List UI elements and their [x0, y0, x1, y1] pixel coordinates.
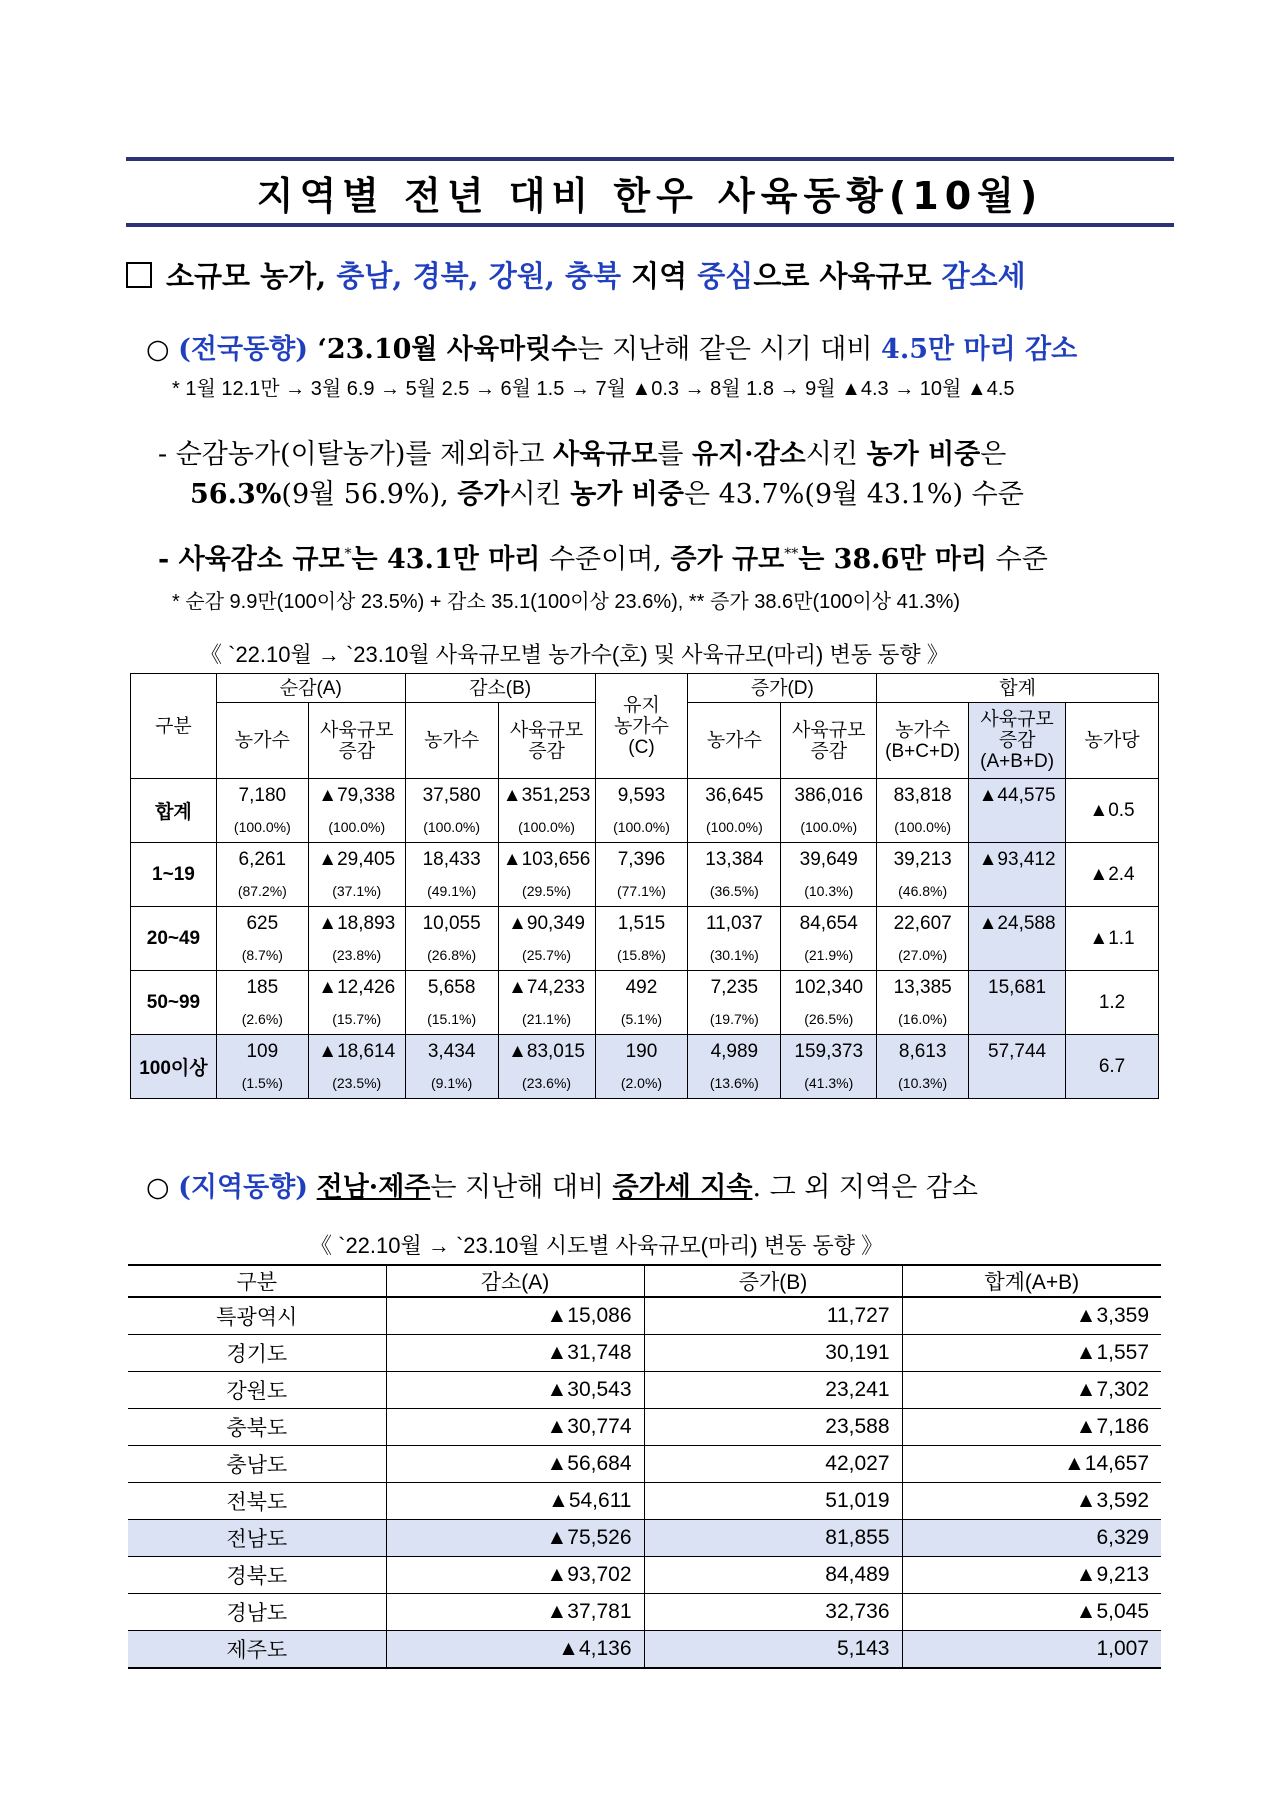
- cell-pct: (26.8%): [405, 940, 498, 971]
- cell-pct: (100.0%): [595, 812, 688, 843]
- cell-sum-scale: 15,681: [969, 971, 1066, 1035]
- cell-value: 10,055: [405, 907, 498, 941]
- cell-value: ▲29,405: [308, 843, 405, 877]
- b1-2a: 56.3%: [190, 479, 282, 510]
- cell-value: ▲103,656: [498, 843, 595, 877]
- cell-pct: (100.0%): [405, 812, 498, 843]
- cell-value: 13,385: [877, 971, 969, 1005]
- headline-e: 감소세: [941, 259, 1026, 293]
- region-value: 23,588: [644, 1409, 902, 1446]
- cell-per-farm: 6.7: [1066, 1035, 1159, 1099]
- checkbox-icon: [126, 262, 152, 288]
- row-label: 20~49: [131, 907, 217, 971]
- table-row: [128, 1409, 1161, 1446]
- regional-c: 증가세 지속: [612, 1172, 753, 1203]
- th-a: 순감(A): [216, 674, 405, 703]
- th-sf2: (B+C+D): [885, 740, 961, 762]
- cell-value: 7,396: [595, 843, 688, 877]
- region-value: ▲30,774: [386, 1409, 644, 1446]
- headline-regions: 충남, 경북, 강원, 충북: [336, 259, 622, 293]
- table-row: [131, 971, 1159, 1005]
- header-cell: 구분: [128, 1265, 386, 1297]
- region-value: 6,329: [902, 1520, 1161, 1557]
- national-label: (전국동향): [178, 334, 309, 365]
- table-row: [128, 1335, 1161, 1372]
- regional-a: 전남·제주: [316, 1172, 431, 1203]
- cell-pct: (2.0%): [595, 1068, 688, 1099]
- th-c3: (C): [628, 736, 655, 758]
- region-value: 1,007: [902, 1631, 1161, 1669]
- cell-value: 3,434: [405, 1035, 498, 1069]
- cell-value: 159,373: [781, 1035, 877, 1069]
- cell-value: 36,645: [688, 779, 781, 813]
- b2-sup1: *: [344, 546, 352, 562]
- th-b-scale2: 증감: [528, 740, 565, 762]
- b1-2d: 시킨: [509, 479, 571, 510]
- cell-value: ▲79,338: [308, 779, 405, 813]
- b2-e: 는 38.6만 마리: [798, 544, 988, 575]
- region-value: ▲7,186: [902, 1409, 1161, 1446]
- cell-pct: (46.8%): [877, 876, 969, 907]
- cell-pct: (25.7%): [498, 940, 595, 971]
- region-value: 51,019: [644, 1483, 902, 1520]
- cell-pct: (19.7%): [688, 1004, 781, 1035]
- region-name: 전북도: [128, 1483, 386, 1520]
- th-b-scale: [498, 703, 595, 779]
- cell-value: 6,261: [216, 843, 308, 877]
- cell-pct: (1.5%): [216, 1068, 308, 1099]
- region-value: ▲9,213: [902, 1557, 1161, 1594]
- national-c: 4.5만 마리 감소: [881, 334, 1078, 365]
- cell-value: 102,340: [781, 971, 877, 1005]
- region-value: ▲75,526: [386, 1520, 644, 1557]
- region-value: ▲4,136: [386, 1631, 644, 1669]
- cell-pct: (100.0%): [877, 812, 969, 843]
- cell-value: 84,654: [781, 907, 877, 941]
- b1-d: 유지·감소: [692, 439, 806, 470]
- cell-value: ▲74,233: [498, 971, 595, 1005]
- cell-sum-scale: ▲93,412: [969, 843, 1066, 907]
- region-value: ▲93,702: [386, 1557, 644, 1594]
- region-change-table: [128, 1264, 1161, 1669]
- cell-per-farm: ▲0.5: [1066, 779, 1159, 843]
- b2-c: 수준이며,: [540, 544, 671, 575]
- cell-pct: (36.5%): [688, 876, 781, 907]
- region-value: 23,241: [644, 1372, 902, 1409]
- region-name: 전남도: [128, 1520, 386, 1557]
- b2-sup2: **: [784, 546, 799, 562]
- b1-g: 은: [980, 439, 1007, 470]
- region-name: 충북도: [128, 1409, 386, 1446]
- th-a-scale2: 증감: [338, 740, 376, 762]
- page-title: [126, 157, 1174, 227]
- table1-caption: 《 `22.10월 → `23.10월 사육규모별 농가수(호) 및 사육규모(마리) 변동 동향 》: [200, 642, 949, 667]
- scale-change-table: [130, 673, 1159, 1099]
- cell-pct: (15.7%): [308, 1004, 405, 1035]
- region-name: 강원도: [128, 1372, 386, 1409]
- cell-pct: (13.6%): [688, 1068, 781, 1099]
- b1-2e: 농가 비중: [570, 479, 684, 510]
- table-row: [128, 1594, 1161, 1631]
- region-value: 11,727: [644, 1297, 902, 1335]
- cell-pct: (100.0%): [308, 812, 405, 843]
- th-a-farms: 농가수: [216, 703, 308, 779]
- th-group: 구분: [131, 674, 217, 779]
- th-sum: 합계: [877, 674, 1159, 703]
- bullet1-line1: [158, 432, 1006, 471]
- headline-d: 으로 사육규모: [753, 259, 942, 293]
- table-row: [131, 779, 1159, 813]
- b2-d: 증가 규모: [670, 544, 785, 575]
- table-row: [131, 1035, 1159, 1069]
- national-trend: [146, 327, 1077, 366]
- cell-pct: (41.3%): [781, 1068, 877, 1099]
- b1-2c: 증가: [457, 479, 510, 510]
- cell-value: 11,037: [688, 907, 781, 941]
- th-c: [595, 674, 688, 779]
- cell-per-farm: 1.2: [1066, 971, 1159, 1035]
- b1-b: 사육규모: [553, 439, 658, 470]
- cell-value: 492: [595, 971, 688, 1005]
- cell-value: 7,180: [216, 779, 308, 813]
- cell-pct: (16.0%): [877, 1004, 969, 1035]
- region-value: ▲15,086: [386, 1297, 644, 1335]
- bullet2: [158, 537, 1048, 576]
- b2-b: 는 43.1만 마리: [351, 544, 541, 575]
- b2-a: - 사육감소 규모: [158, 544, 345, 575]
- cell-value: 4,989: [688, 1035, 781, 1069]
- cell-value: 13,384: [688, 843, 781, 877]
- region-value: 30,191: [644, 1335, 902, 1372]
- region-value: ▲56,684: [386, 1446, 644, 1483]
- table-row: [128, 1631, 1161, 1669]
- cell-pct: (100.0%): [216, 812, 308, 843]
- th-b: 감소(B): [405, 674, 595, 703]
- cell-pct: (77.1%): [595, 876, 688, 907]
- national-a: ‘23.10월 사육마릿수: [308, 334, 578, 365]
- cell-value: 9,593: [595, 779, 688, 813]
- cell-value: 83,818: [877, 779, 969, 813]
- cell-value: ▲351,253: [498, 779, 595, 813]
- region-value: ▲1,557: [902, 1335, 1161, 1372]
- th-sf1: 농가수: [895, 719, 951, 741]
- cell-value: 39,213: [877, 843, 969, 877]
- cell-pct: (29.5%): [498, 876, 595, 907]
- cell-value: 185: [216, 971, 308, 1005]
- region-value: 81,855: [644, 1520, 902, 1557]
- th-d: 증가(D): [688, 674, 877, 703]
- b1-e: 시킨: [805, 439, 867, 470]
- b1-f: 농가 비중: [866, 439, 981, 470]
- cell-pct: (37.1%): [308, 876, 405, 907]
- cell-value: 5,658: [405, 971, 498, 1005]
- regional-trend: [146, 1165, 978, 1204]
- table-row: [128, 1372, 1161, 1409]
- cell-pct: (26.5%): [781, 1004, 877, 1035]
- cell-value: ▲83,015: [498, 1035, 595, 1069]
- table-row: [128, 1483, 1161, 1520]
- cell-value: 1,515: [595, 907, 688, 941]
- cell-pct: (23.5%): [308, 1068, 405, 1099]
- region-value: ▲5,045: [902, 1594, 1161, 1631]
- th-ss3: (A+B+D): [980, 751, 1055, 772]
- row-label: 50~99: [131, 971, 217, 1035]
- row-label: 100이상: [131, 1035, 217, 1099]
- cell-per-farm: ▲1.1: [1066, 907, 1159, 971]
- region-name: 제주도: [128, 1631, 386, 1669]
- cell-pct: (8.7%): [216, 940, 308, 971]
- cell-pct: (2.6%): [216, 1004, 308, 1035]
- table-row: [128, 1520, 1161, 1557]
- th-b-scale1: 사육규모: [509, 719, 584, 741]
- th-ss1: 사육규모: [980, 709, 1054, 730]
- bullet2-note: * 순감 9.9만(100이상 23.5%) + 감소 35.1(100이상 23.6%), ** 증가 38.6만(100이상 41.3%): [172, 591, 961, 613]
- cell-pct: (100.0%): [498, 812, 595, 843]
- national-b: 는 지난해 같은 시기 대비: [577, 334, 882, 365]
- headline-a: 소규모 농가,: [166, 259, 337, 293]
- th-sum-scale: [969, 703, 1066, 779]
- bullet1-line2: [190, 472, 1024, 511]
- row-label: 1~19: [131, 843, 217, 907]
- table-row: [131, 907, 1159, 941]
- region-value: ▲37,781: [386, 1594, 644, 1631]
- cell-sum-scale: ▲24,588: [969, 907, 1066, 971]
- cell-pct: (27.0%): [877, 940, 969, 971]
- cell-value: 8,613: [877, 1035, 969, 1069]
- cell-value: ▲90,349: [498, 907, 595, 941]
- b1-2b: (9월 56.9%),: [281, 479, 458, 510]
- th-sum-farms: [877, 703, 969, 779]
- header-cell: 감소(A): [386, 1265, 644, 1297]
- cell-pct: (15.8%): [595, 940, 688, 971]
- cell-value: 18,433: [405, 843, 498, 877]
- region-value: ▲3,359: [902, 1297, 1161, 1335]
- b1-a: - 순감농가(이탈농가)를 제외하고: [158, 439, 554, 470]
- b1-2f: 은 43.7%(9월 43.1%) 수준: [683, 479, 1024, 510]
- region-value: 32,736: [644, 1594, 902, 1631]
- cell-value: 22,607: [877, 907, 969, 941]
- cell-value: 7,235: [688, 971, 781, 1005]
- th-per: 농가당: [1066, 703, 1159, 779]
- regional-d: . 그 외 지역은 감소: [752, 1172, 978, 1203]
- table-row: [128, 1557, 1161, 1594]
- regional-label: (지역동향): [178, 1172, 309, 1203]
- th-d-scale: [781, 703, 877, 779]
- headline-c: 중심: [697, 259, 754, 293]
- circle-bullet-icon: ○: [146, 334, 179, 365]
- cell-sum-scale: ▲44,575: [969, 779, 1066, 843]
- th-a-scale1: 사육규모: [320, 719, 394, 741]
- cell-value: 625: [216, 907, 308, 941]
- cell-pct: (100.0%): [688, 812, 781, 843]
- th-ss2: 증감: [998, 730, 1036, 751]
- region-value: ▲30,543: [386, 1372, 644, 1409]
- row-label: 합계: [131, 779, 217, 843]
- cell-per-farm: ▲2.4: [1066, 843, 1159, 907]
- header-cell: 합계(A+B): [902, 1265, 1161, 1297]
- region-name: 경남도: [128, 1594, 386, 1631]
- table-row: [128, 1446, 1161, 1483]
- region-value: ▲3,592: [902, 1483, 1161, 1520]
- b2-f: 수준: [987, 544, 1048, 575]
- table-row: [131, 843, 1159, 877]
- cell-pct: (49.1%): [405, 876, 498, 907]
- cell-value: ▲18,614: [308, 1035, 405, 1069]
- cell-value: ▲18,893: [308, 907, 405, 941]
- header-cell: 증가(B): [644, 1265, 902, 1297]
- region-value: ▲7,302: [902, 1372, 1161, 1409]
- th-c2: 농가수: [613, 715, 669, 737]
- region-name: 충남도: [128, 1446, 386, 1483]
- th-d-scale1: 사육규모: [792, 719, 866, 741]
- cell-pct: (21.1%): [498, 1004, 595, 1035]
- region-value: ▲31,748: [386, 1335, 644, 1372]
- cell-sum-scale: 57,744: [969, 1035, 1066, 1099]
- cell-value: 39,649: [781, 843, 877, 877]
- cell-pct: (30.1%): [688, 940, 781, 971]
- headline-b: 지역: [621, 259, 698, 293]
- national-note: * 1월 12.1만 → 3월 6.9 → 5월 2.5 → 6월 1.5 → 7월 ▲0.3 → 8월 1.8 → 9월 ▲4.3 → 10월 ▲4.5: [172, 378, 1015, 400]
- headline: [126, 254, 1026, 295]
- region-name: 경기도: [128, 1335, 386, 1372]
- th-d-farms: 농가수: [688, 703, 781, 779]
- region-name: 특광역시: [128, 1297, 386, 1335]
- cell-value: ▲12,426: [308, 971, 405, 1005]
- cell-pct: (23.6%): [498, 1068, 595, 1099]
- cell-value: 109: [216, 1035, 308, 1069]
- region-value: 5,143: [644, 1631, 902, 1669]
- cell-value: 190: [595, 1035, 688, 1069]
- th-a-scale: [308, 703, 405, 779]
- th-c1: 유지: [623, 694, 660, 716]
- b1-c: 를: [657, 439, 693, 470]
- cell-pct: (10.3%): [781, 876, 877, 907]
- th-b-farms: 농가수: [405, 703, 498, 779]
- cell-pct: (21.9%): [781, 940, 877, 971]
- cell-value: 386,016: [781, 779, 877, 813]
- region-name: 경북도: [128, 1557, 386, 1594]
- region-value: ▲54,611: [386, 1483, 644, 1520]
- region-value: 84,489: [644, 1557, 902, 1594]
- th-d-scale2: 증감: [810, 740, 848, 762]
- cell-pct: (10.3%): [877, 1068, 969, 1099]
- region-value: 42,027: [644, 1446, 902, 1483]
- cell-pct: (23.8%): [308, 940, 405, 971]
- cell-pct: (87.2%): [216, 876, 308, 907]
- cell-pct: (9.1%): [405, 1068, 498, 1099]
- region-value: ▲14,657: [902, 1446, 1161, 1483]
- page-title-text: 지역별 전년 대비 한우 사육동황(10월): [256, 173, 1044, 218]
- table-row: [128, 1297, 1161, 1335]
- cell-pct: (100.0%): [781, 812, 877, 843]
- table-header-row: [128, 1265, 1161, 1297]
- regional-b: 는 지난해 대비: [430, 1172, 613, 1203]
- table2-caption: 《 `22.10월 → `23.10월 시도별 사육규모(마리) 변동 동향 》: [310, 1233, 884, 1258]
- circle-bullet-icon: ○: [146, 1172, 179, 1203]
- cell-value: 37,580: [405, 779, 498, 813]
- cell-pct: (15.1%): [405, 1004, 498, 1035]
- cell-pct: (5.1%): [595, 1004, 688, 1035]
